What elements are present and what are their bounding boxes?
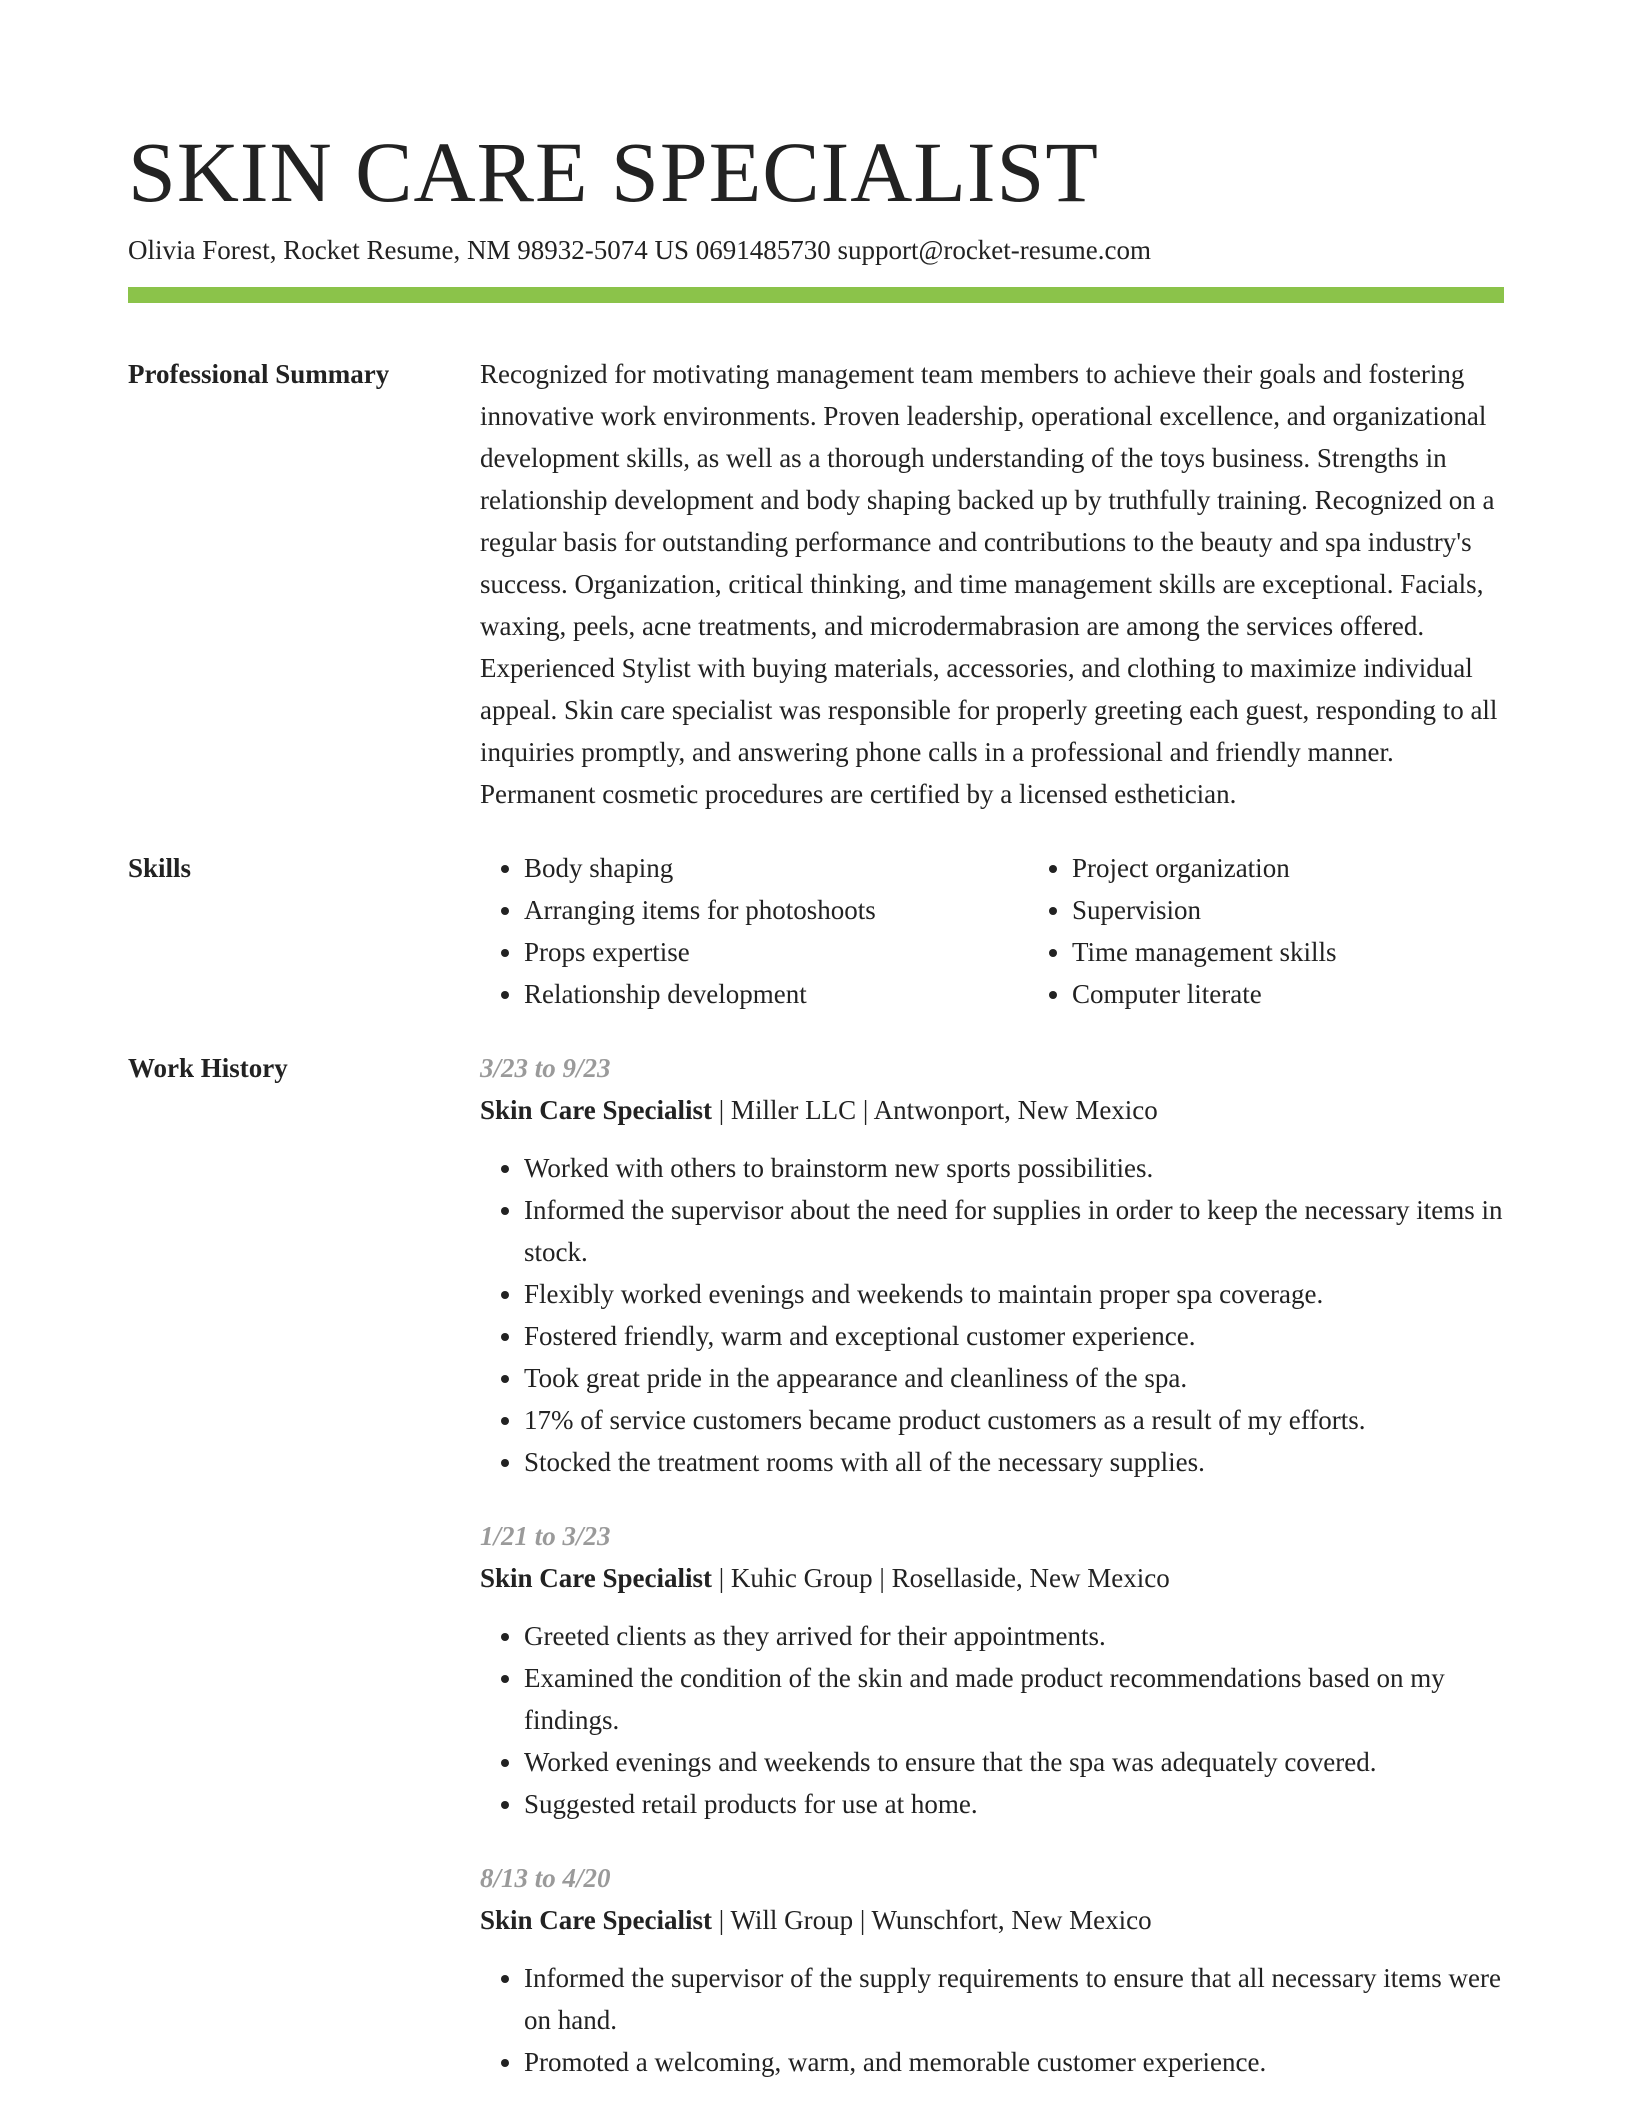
job-date: 8/13 to 4/20 [480, 1863, 611, 1893]
job-bullet: • Flexibly worked evenings and weekends to maintain proper spa coverage. [524, 1273, 1504, 1315]
job-title: Skin Care Specialist [480, 1095, 713, 1125]
job-bullets [480, 1147, 1504, 1483]
skills-columns [480, 847, 1576, 1015]
job-bullet: • Fostered friendly, warm and exceptional customer experience. [524, 1315, 1504, 1357]
job-entry [480, 1857, 1504, 2083]
work-history-section [128, 1047, 1504, 2115]
accent-divider [128, 287, 1504, 303]
job-details: | Will Group | Wunschfort, New Mexico [712, 1905, 1152, 1935]
job-bullets [480, 1957, 1504, 2083]
job-entry [480, 1515, 1504, 1825]
job-entry [480, 1047, 1504, 1483]
skills-section [128, 847, 1504, 1015]
section-label-work: Work History [128, 1053, 288, 1083]
job-bullet: • Worked with others to brainstorm new sports possibilities. [524, 1147, 1504, 1189]
job-bullet: • Took great pride in the appearance and cleanliness of the spa. [524, 1357, 1504, 1399]
job-bullet: • 17% of service customers became product customers as a result of my efforts. [524, 1399, 1504, 1441]
skill-item: • Props expertise [524, 931, 1028, 973]
job-heading [480, 1557, 1504, 1599]
skill-item: • Time management skills [1072, 931, 1576, 973]
skill-item: • Relationship development [524, 973, 1028, 1015]
summary-body [480, 353, 1504, 815]
job-details: | Miller LLC | Antwonport, New Mexico [712, 1095, 1158, 1125]
skill-item: • Arranging items for photoshoots [524, 889, 1028, 931]
section-label-summary: Professional Summary [128, 359, 390, 389]
summary-text: Recognized for motivating management team members to achieve their goals and fostering innovative work environments. Proven leadership, operational excellence, and organizational development skills, as well as a thorough understanding of the toys business. Strengths in relationship development and body shaping backed up by truthfully training. Recognized on a regular basis for outstanding performance and contributions to the beauty and spa industry's success. Organization, critical thinking, and time management skills are exceptional. Facials, waxing, peels, acne treatments, and microdermabrasion are among the services offered. Experienced Stylist with buying materials, accessories, and clothing to maximize individual appeal. Skin care specialist was responsible for properly greeting each guest, responding to all inquiries promptly, and answering phone calls in a professional and friendly manner. Permanent cosmetic procedures are certified by a licensed esthetician. [480, 359, 1498, 809]
job-title: Skin Care Specialist [480, 1563, 713, 1593]
job-details: | Kuhic Group | Rosellaside, New Mexico [712, 1563, 1170, 1593]
job-heading [480, 1089, 1504, 1131]
section-label-skills: Skills [128, 853, 192, 883]
job-heading [480, 1899, 1504, 1941]
skills-column-2 [1028, 847, 1576, 1015]
skills-column-1 [480, 847, 1028, 1015]
job-bullet: • Suggested retail products for use at home. [524, 1783, 1504, 1825]
skill-item: • Supervision [1072, 889, 1576, 931]
job-bullet: • Examined the condition of the skin and made product recommendations based on my findings. [524, 1657, 1504, 1741]
job-bullet: • Worked evenings and weekends to ensure that the spa was adequately covered. [524, 1741, 1504, 1783]
job-date: 1/21 to 3/23 [480, 1521, 611, 1551]
skill-item: • Project organization [1072, 847, 1576, 889]
job-bullets [480, 1615, 1504, 1825]
job-bullet: • Stocked the treatment rooms with all of the necessary supplies. [524, 1441, 1504, 1483]
skill-item: • Computer literate [1072, 973, 1576, 1015]
skills-body [480, 847, 1576, 1015]
job-bullet: • Greeted clients as they arrived for their appointments. [524, 1615, 1504, 1657]
professional-summary-section [128, 353, 1504, 815]
job-bullet: • Promoted a welcoming, warm, and memorable customer experience. [524, 2041, 1504, 2083]
contact-line: Olivia Forest, Rocket Resume, NM 98932-5074 US 0691485730 support@rocket-resume.com [128, 235, 1151, 265]
resume-title: SKIN CARE SPECIALIST [128, 124, 1099, 220]
job-bullet: • Informed the supervisor of the supply requirements to ensure that all necessary items were on hand. [524, 1957, 1504, 2041]
job-date: 3/23 to 9/23 [480, 1053, 611, 1083]
work-body [480, 1047, 1504, 2115]
job-bullet: • Informed the supervisor about the need for supplies in order to keep the necessary items in stock. [524, 1189, 1504, 1273]
job-title: Skin Care Specialist [480, 1905, 713, 1935]
skill-item: • Body shaping [524, 847, 1028, 889]
resume-page [128, 0, 1504, 2115]
